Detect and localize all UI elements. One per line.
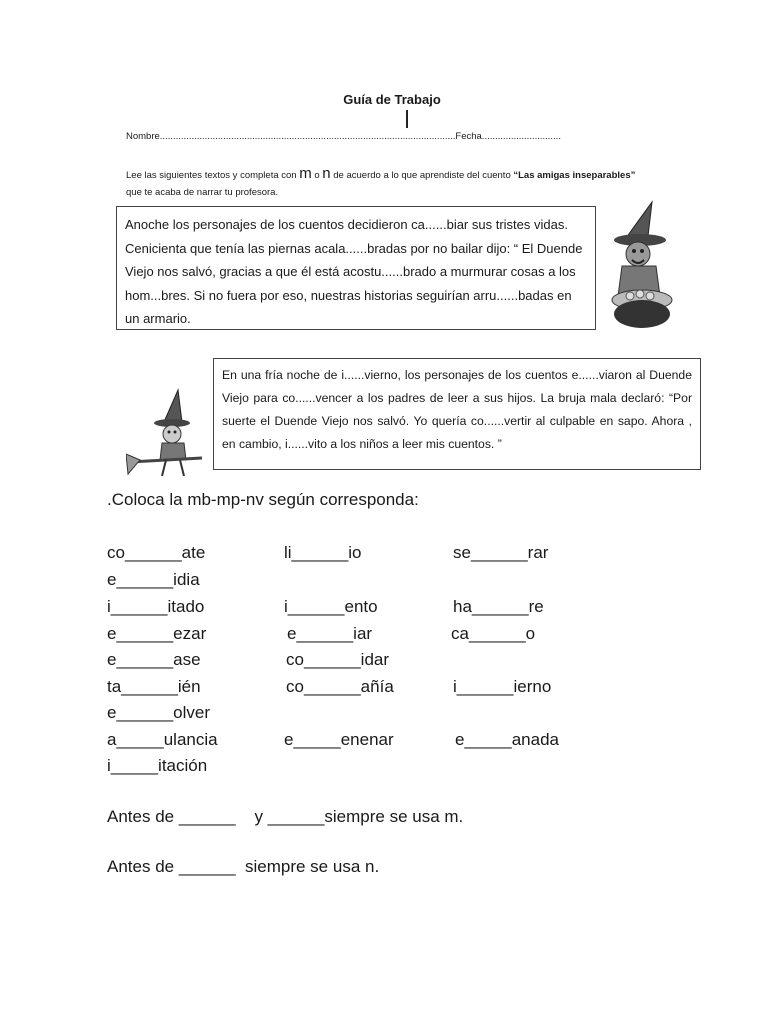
instructions (126, 165, 686, 201)
instructions-part2: o (311, 170, 323, 181)
rule-n[interactable]: Antes de ______ siempre se usa n. (107, 857, 380, 876)
witch-cauldron-illustration (608, 196, 678, 332)
exercise-item[interactable]: e______iar (287, 624, 373, 643)
exercise-item[interactable]: ta______ién (107, 677, 201, 696)
rule-m[interactable]: Antes de ______ y ______siempre se usa m. (107, 807, 464, 826)
exercise-item[interactable]: i______itado (107, 597, 205, 616)
exercise-header: .Coloca la mb-mp-nv según corresponda: (107, 490, 419, 509)
instructions-part1: Lee las siguientes textos y completa con (126, 170, 300, 181)
exercise-item[interactable]: e______ase (107, 650, 201, 669)
exercise-item[interactable]: ha______re (453, 597, 544, 616)
exercise-item[interactable]: i_____itación (107, 756, 208, 775)
text-cursor (406, 110, 408, 128)
exercise-item[interactable]: a_____ulancia (107, 730, 218, 749)
exercise-item[interactable]: i______ierno (453, 677, 552, 696)
worksheet-title: Guía de Trabajo (343, 92, 441, 107)
exercise-item[interactable]: e_____anada (455, 730, 560, 749)
exercise-item[interactable]: e______idia (107, 570, 200, 589)
exercise-item[interactable]: ca______o (451, 624, 536, 643)
exercise-item[interactable]: e_____enenar (284, 730, 394, 749)
letter-m: m (299, 165, 312, 182)
letter-n: n (322, 165, 331, 182)
exercise-item[interactable]: co______idar (286, 650, 390, 669)
reading-box-1: Anoche los personajes de los cuentos decidieron ca......biar sus tristes vidas. Cenicienta que tenía las piernas acala......bradas por no bailar dijo: “ El Duende Viejo nos salvó, gracias a que él está acostu......brado a murmurar cosas a los hom...bres. Si no fuera por eso, nuestras historias seguirían arru......badas en un armario. (116, 206, 596, 330)
exercise-item[interactable]: co______ate (107, 543, 206, 562)
exercise-item[interactable]: co______añía (286, 677, 394, 696)
reading-box-2: En una fría noche de i......vierno, los personajes de los cuentos e......viaron al Duende Viejo para co......vencer a los padres de leer a sus hijos. La bruja mala declaró: “Por suerte el Duende Viejo nos salvó. Yo quería co......vertir al culpable en sapo. Ahora , en cambio, i......vito a los niños a leer mis cuentos. ” (213, 358, 701, 470)
instructions-part4: que te acaba de narrar tu profesora. (126, 187, 279, 198)
exercise-item[interactable]: se______rar (453, 543, 549, 562)
exercise-item[interactable]: i______ento (284, 597, 378, 616)
exercise-item[interactable]: e______olver (107, 703, 211, 722)
story-title: “Las amigas inseparables” (513, 170, 636, 181)
name-date-line[interactable]: Nombre................................................................................................................Fecha.............................. (126, 131, 561, 142)
exercise-item[interactable]: e______ezar (107, 624, 207, 643)
witch-broom-illustration (126, 388, 206, 486)
instructions-part3: de acuerdo a lo que aprendiste del cuento (330, 170, 514, 181)
exercise-item[interactable]: li______io (284, 543, 362, 562)
